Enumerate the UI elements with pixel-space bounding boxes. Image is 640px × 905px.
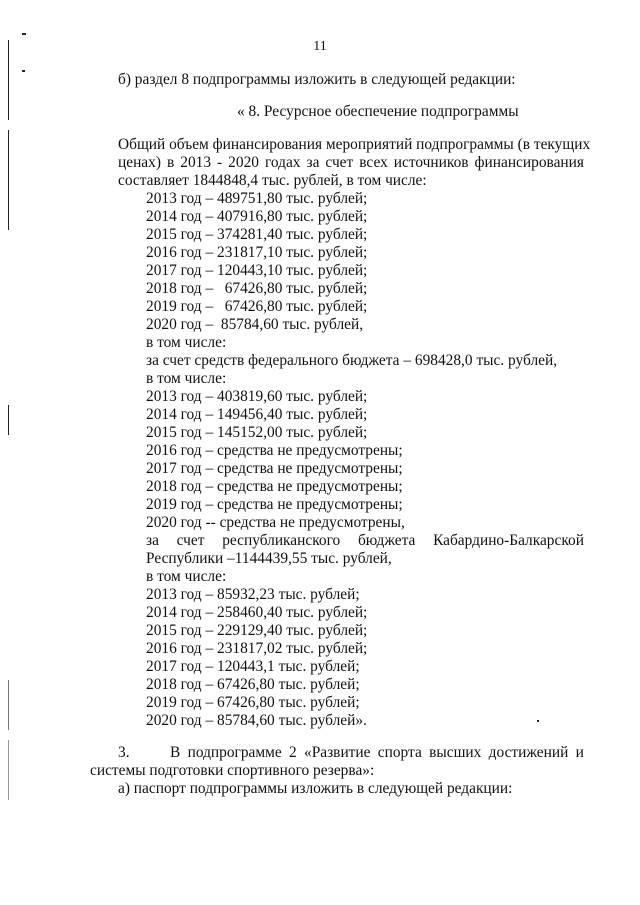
word: «Развитие bbox=[304, 744, 371, 761]
item-3-number: 3. bbox=[118, 744, 130, 761]
federal-year-2018: 2018 год – средства не предусмотрены; bbox=[146, 478, 403, 495]
word: подпрограмме bbox=[187, 744, 282, 761]
word: - bbox=[217, 154, 223, 171]
word: достижений bbox=[488, 744, 569, 761]
intro-line-2 bbox=[118, 154, 584, 172]
word: финансирования bbox=[474, 154, 584, 171]
total-year-2018: 2018 год – 67426,80 тыс. рублей; bbox=[146, 280, 368, 297]
section-heading: « 8. Ресурсное обеспечение подпрограммы bbox=[237, 103, 519, 120]
word: Кабардино-Балкарской bbox=[433, 532, 584, 549]
scan-binding-line bbox=[8, 740, 9, 800]
word: годах bbox=[264, 154, 301, 171]
including-label: в том числе: bbox=[146, 334, 227, 351]
word: ценах) bbox=[118, 154, 161, 171]
total-year-2017: 2017 год – 120443,10 тыс. рублей; bbox=[146, 262, 368, 279]
word: и bbox=[575, 744, 584, 761]
republic-year-2013: 2013 год – 85932,23 тыс. рублей; bbox=[146, 586, 360, 603]
republic-year-2018: 2018 год – 67426,80 тыс. рублей; bbox=[146, 676, 360, 693]
word: 2 bbox=[289, 744, 297, 761]
republic-year-2017: 2017 год – 120443,1 тыс. рублей; bbox=[146, 658, 360, 675]
item-3-line-3: а) паспорт подпрограммы изложить в следующей редакции: bbox=[118, 780, 513, 797]
word: республиканского bbox=[222, 532, 341, 549]
word: за bbox=[146, 532, 159, 549]
word: 2020 bbox=[228, 154, 259, 171]
including-label: в том числе: bbox=[146, 370, 227, 387]
word: за bbox=[306, 154, 320, 171]
word: счет bbox=[325, 154, 354, 171]
federal-year-2013: 2013 год – 403819,60 тыс. рублей; bbox=[146, 388, 368, 405]
scan-binding-line bbox=[8, 680, 9, 730]
page-number: 11 bbox=[313, 39, 327, 54]
republic-year-2014: 2014 год – 258460,40 тыс. рублей; bbox=[146, 604, 368, 621]
word: В bbox=[170, 744, 181, 761]
word: счет bbox=[176, 532, 205, 549]
republic-year-2016: 2016 год – 231817,02 тыс. рублей; bbox=[146, 640, 368, 657]
word: спорта bbox=[377, 744, 422, 761]
word: источников bbox=[393, 154, 469, 171]
federal-year-2014: 2014 год – 149456,40 тыс. рублей; bbox=[146, 406, 368, 423]
intro-line-1: Общий объем финансирования мероприятий подпрограммы (в текущих bbox=[118, 136, 591, 153]
word: бюджета bbox=[357, 532, 416, 549]
word: в bbox=[166, 154, 175, 171]
scan-mark bbox=[22, 70, 25, 72]
item-3-line-2: системы подготовки спортивного резерва»: bbox=[90, 762, 375, 779]
total-year-2019: 2019 год – 67426,80 тыс. рублей; bbox=[146, 298, 368, 315]
republic-year-2019: 2019 год – 67426,80 тыс. рублей; bbox=[146, 694, 360, 711]
republic-year-2015: 2015 год – 229129,40 тыс. рублей; bbox=[146, 622, 368, 639]
federal-year-2015: 2015 год – 145152,00 тыс. рублей; bbox=[146, 424, 368, 441]
scan-mark bbox=[537, 720, 539, 722]
scan-mark bbox=[22, 33, 26, 35]
scan-binding-line bbox=[8, 130, 9, 230]
federal-year-2019: 2019 год – средства не предусмотрены; bbox=[146, 496, 403, 513]
republic-budget-line-1 bbox=[146, 532, 584, 550]
republic-budget-line-2: Республики –1144439,55 тыс. рублей, bbox=[146, 550, 392, 567]
federal-year-2017: 2017 год – средства не предусмотрены; bbox=[146, 460, 403, 477]
total-year-2015: 2015 год – 374281,40 тыс. рублей; bbox=[146, 226, 368, 243]
total-year-2014: 2014 год – 407916,80 тыс. рублей; bbox=[146, 208, 368, 225]
federal-year-2020: 2020 год -- средства не предусмотрены, bbox=[146, 514, 405, 531]
word: высших bbox=[429, 744, 482, 761]
intro-line-3: составляет 1844848,4 тыс. рублей, в том числе: bbox=[118, 172, 427, 189]
item-3-line-1 bbox=[170, 744, 584, 762]
total-year-2013: 2013 год – 489751,80 тыс. рублей; bbox=[146, 190, 368, 207]
section-b-instruction: б) раздел 8 подпрограммы изложить в следующей редакции: bbox=[118, 71, 516, 88]
total-year-2020: 2020 год – 85784,60 тыс. рублей, bbox=[146, 316, 364, 333]
federal-budget-line: за счет средств федерального бюджета – 698428,0 тыс. рублей, bbox=[146, 352, 558, 369]
including-label: в том числе: bbox=[146, 568, 227, 585]
total-year-2016: 2016 год – 231817,10 тыс. рублей; bbox=[146, 244, 368, 261]
word: всех bbox=[359, 154, 388, 171]
federal-year-2016: 2016 год – средства не предусмотрены; bbox=[146, 442, 403, 459]
republic-year-2020: 2020 год – 85784,60 тыс. рублей». bbox=[146, 712, 367, 729]
word: 2013 bbox=[180, 154, 212, 171]
scan-binding-line bbox=[8, 405, 9, 435]
